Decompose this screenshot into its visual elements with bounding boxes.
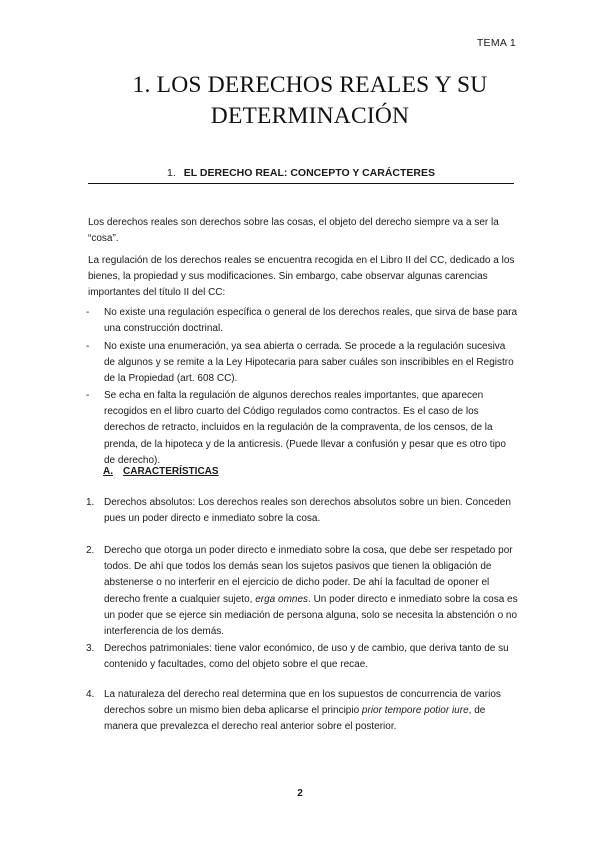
header-tema: TEMA 1: [476, 37, 516, 49]
title-line-1: 1. LOS DERECHOS REALES Y SU: [132, 72, 488, 98]
item-text-italic: prior tempore potior iure: [361, 705, 469, 717]
subsection-letter: A.: [103, 466, 113, 477]
item-text: [104, 687, 518, 736]
section-heading: [88, 167, 514, 184]
item-text-part-b: . Un poder directo e inmediato sobre la cosa es un poder que se ejerce sin mediación de persona alguna, solo se necesita la abstención o no interferencia de los demás.: [104, 593, 518, 638]
bullet-item: [86, 305, 518, 337]
item-text-part-b: , de manera que prevalezca el derecho real anterior sobre el posterior.: [104, 705, 486, 733]
item-number: 4.: [86, 689, 95, 700]
subsection-heading: [103, 466, 219, 477]
page-number: 2: [297, 788, 303, 799]
bullet-text: Se echa en falta la regulación de algunos derechos reales importantes, que aparecen recogidos en el libro cuarto del Código regulados como contractos. Es el caso de los derechos de retracto, incluidos en la regulación de la compraventa, de los censos, de la prenda, de la hipoteca y de la anticresis. (Puede llevar a confusión y pesar que es otro tipo de derecho).: [104, 390, 506, 466]
page-title: [90, 70, 530, 132]
intro-paragraph-1: Los derechos reales son derechos sobre las cosas, el objeto del derecho siempre va a ser la “cosa”.: [88, 217, 499, 245]
intro-paragraph-2: La regulación de los derechos reales se encuentra recogida en el Libro II del CC, dedicado a los bienes, la propiedad y sus modificaciones. Sin embargo, cabe observar algunas carencias importantes del título II del CC:: [88, 255, 515, 299]
bullet-marker: -: [86, 307, 90, 318]
item-text: Derechos absolutos: Los derechos reales son derechos absolutos sobre un bien. Conceden pues un poder directo e inmediato sobre la cosa.: [104, 497, 511, 525]
item-text-part-a: Derecho que otorga un poder directo e inmediato sobre la cosa, que debe ser respetado por todos. De ahí que todos los demás sean los sujetos pasivos que tienen la obligación de abstenerse o no interferir en el ejercicio de dicho poder. De ahí la facultad de oponer el derecho frente a cualquier sujeto,: [104, 545, 513, 605]
item-number: 3.: [86, 643, 95, 654]
numbered-item: [86, 687, 518, 736]
bullet-marker: -: [86, 341, 90, 352]
bullet-text: No existe una enumeración, ya sea abierta o cerrada. Se procede a la regulación sucesiva de algunos y se remite a la Ley Hipotecaria para saber cuáles son inscribibles en el Registro de la Propiedad (art. 608 CC).: [104, 341, 514, 385]
section-heading-text: EL DERECHO REAL: CONCEPTO Y CARÁCTERES: [183, 167, 436, 179]
item-text: Derechos patrimoniales: tiene valor económico, de uso y de cambio, que deriva tanto de su contenido y facultades, como del objeto sobre el que recae.: [104, 643, 509, 671]
numbered-item: [86, 641, 518, 673]
bullet-item: [86, 388, 518, 469]
title-line-2: DETERMINACIÓN: [210, 103, 410, 129]
bullet-marker: -: [86, 390, 90, 401]
item-text: [104, 543, 518, 640]
item-text-italic: erga omnes: [255, 593, 309, 605]
item-number: 1.: [86, 497, 95, 508]
bullet-item: [86, 339, 518, 388]
bullet-text: No existe una regulación específica o general de los derechos reales, que sirva de base para una construcción doctrinal.: [104, 307, 518, 335]
subsection-heading-text: CARACTERÍSTICAS: [123, 466, 219, 477]
item-text-part-a: La naturaleza del derecho real determina que en los supuestos de concurrencia de varios derechos sobre un mismo bien deba aplicarse el principio: [104, 689, 501, 717]
numbered-item: [86, 543, 518, 640]
numbered-item: [86, 495, 518, 527]
section-number: 1.: [166, 167, 176, 179]
item-number: 2.: [86, 545, 95, 556]
